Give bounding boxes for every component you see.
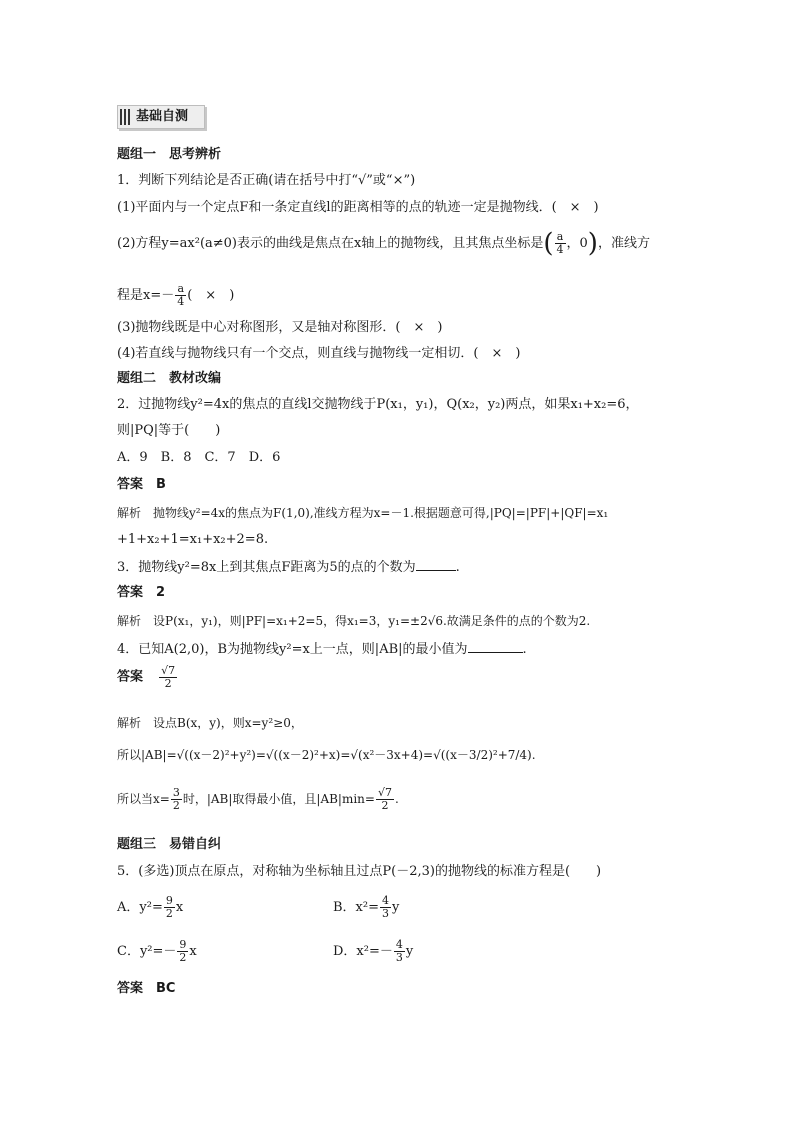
q5-option-c: C．y²=－ $\frac{9}{2}$ x <box>117 938 197 964</box>
q5-stem: 5．(多选)顶点在原点，对称轴为坐标轴且过点P(－2,3)的抛物线的标准方程是( ) <box>117 864 602 879</box>
q3-stem: 3．抛物线y²=8x上到其焦点F距离为5的点的个数为 . <box>117 556 460 578</box>
q4-stem: 4．已知A(2,0)，B为抛物线y²=x上一点，则|AB|的最小值为 . <box>117 638 527 660</box>
q1-item1: (1)平面内与一个定点F和一条定直线l的距离相等的点的轨迹一定是抛物线．( × ) <box>117 200 599 215</box>
q3-blank <box>416 556 456 571</box>
q1-item4: (4)若直线与抛物线只有一个交点，则直线与抛物线一定相切．( × ) <box>117 346 521 361</box>
section-header-title: 基础自测 <box>136 109 189 124</box>
q1-item2-fraction: $\frac{a}{4}$ <box>556 230 564 256</box>
q2-stem: 2．过抛物线y²=4x的焦点的直线l交抛物线于P(x₁，y₁)，Q(x₂，y₂)两点，如果x₁+x₂=6， <box>117 397 639 412</box>
q3-analysis: 解析 设P(x₁，y₁)，则|PF|=x₁+2=5，得x₁=3，y₁=±2√6.故满足条件的点的个数为2. <box>117 614 591 628</box>
q1-item2-text: (2)方程y=ax²(a≠0)表示的曲线是焦点在x轴上的抛物线，且其焦点坐标是 <box>117 236 544 251</box>
section-header <box>117 105 205 129</box>
q5-answer: 答案 BC <box>117 981 176 996</box>
q2-stem-cont: 则|PQ|等于( ) <box>117 423 221 438</box>
q1-item2: (2)方程y=ax²(a≠0)表示的曲线是焦点在x轴上的抛物线，且其焦点坐标是( $\frac{a}{4}$ ，0)，准线方 <box>117 228 650 259</box>
group2-title: 题组二 教材改编 <box>117 371 222 386</box>
q4-analysis-3: 所以当x= $\frac{3}{2}$ 时，|AB|取得最小值，且|AB|min= $\frac{√7}{2}$ . <box>117 786 399 812</box>
q1-stem: 1．判断下列结论是否正确(请在括号中打“√”或“×”) <box>117 173 416 188</box>
q4-analysis-1: 解析 设点B(x，y)，则x=y²≥0， <box>117 716 303 730</box>
q4-blank <box>468 638 523 653</box>
q5-option-d: D．x²=－ $\frac{4}{3}$ y <box>333 938 414 964</box>
q5-option-b: B．x²= $\frac{4}{3}$ y <box>333 894 400 920</box>
q4-answer: 答案 $\frac{√7}{2}$ <box>117 664 176 690</box>
q2-analysis-2: +1+x₂+1=x₁+x₂+2=8. <box>117 532 269 547</box>
q5-option-a: A．y²= $\frac{9}{2}$ x <box>117 894 184 920</box>
q2-options: A．9 B．8 C．7 D．6 <box>117 450 281 465</box>
group1-title: 题组一 思考辨析 <box>117 147 222 162</box>
q1-item3: (3)抛物线既是中心对称图形，又是轴对称图形．( × ) <box>117 320 443 335</box>
header-bars-icon <box>120 109 130 125</box>
q3-answer: 答案 2 <box>117 585 166 600</box>
q2-analysis-1: 解析 抛物线y²=4x的焦点为F(1,0),准线方程为x=－1.根据题意可得,|PQ|=|PF|+|QF|=x₁ <box>117 506 609 520</box>
group3-title: 题组三 易错自纠 <box>117 837 222 852</box>
q4-answer-fraction: $\frac{√7}{2}$ <box>161 664 176 690</box>
q1-item2-cont: 程是x=－ $\frac{a}{4}$ ( × ) <box>117 282 235 308</box>
q4-analysis-2: 所以|AB|=√((x－2)²+y²)=√((x－2)²+x)=√(x²－3x+4)=√((x－3/2)²+7/4). <box>117 748 536 762</box>
q2-answer: 答案 B <box>117 477 166 492</box>
